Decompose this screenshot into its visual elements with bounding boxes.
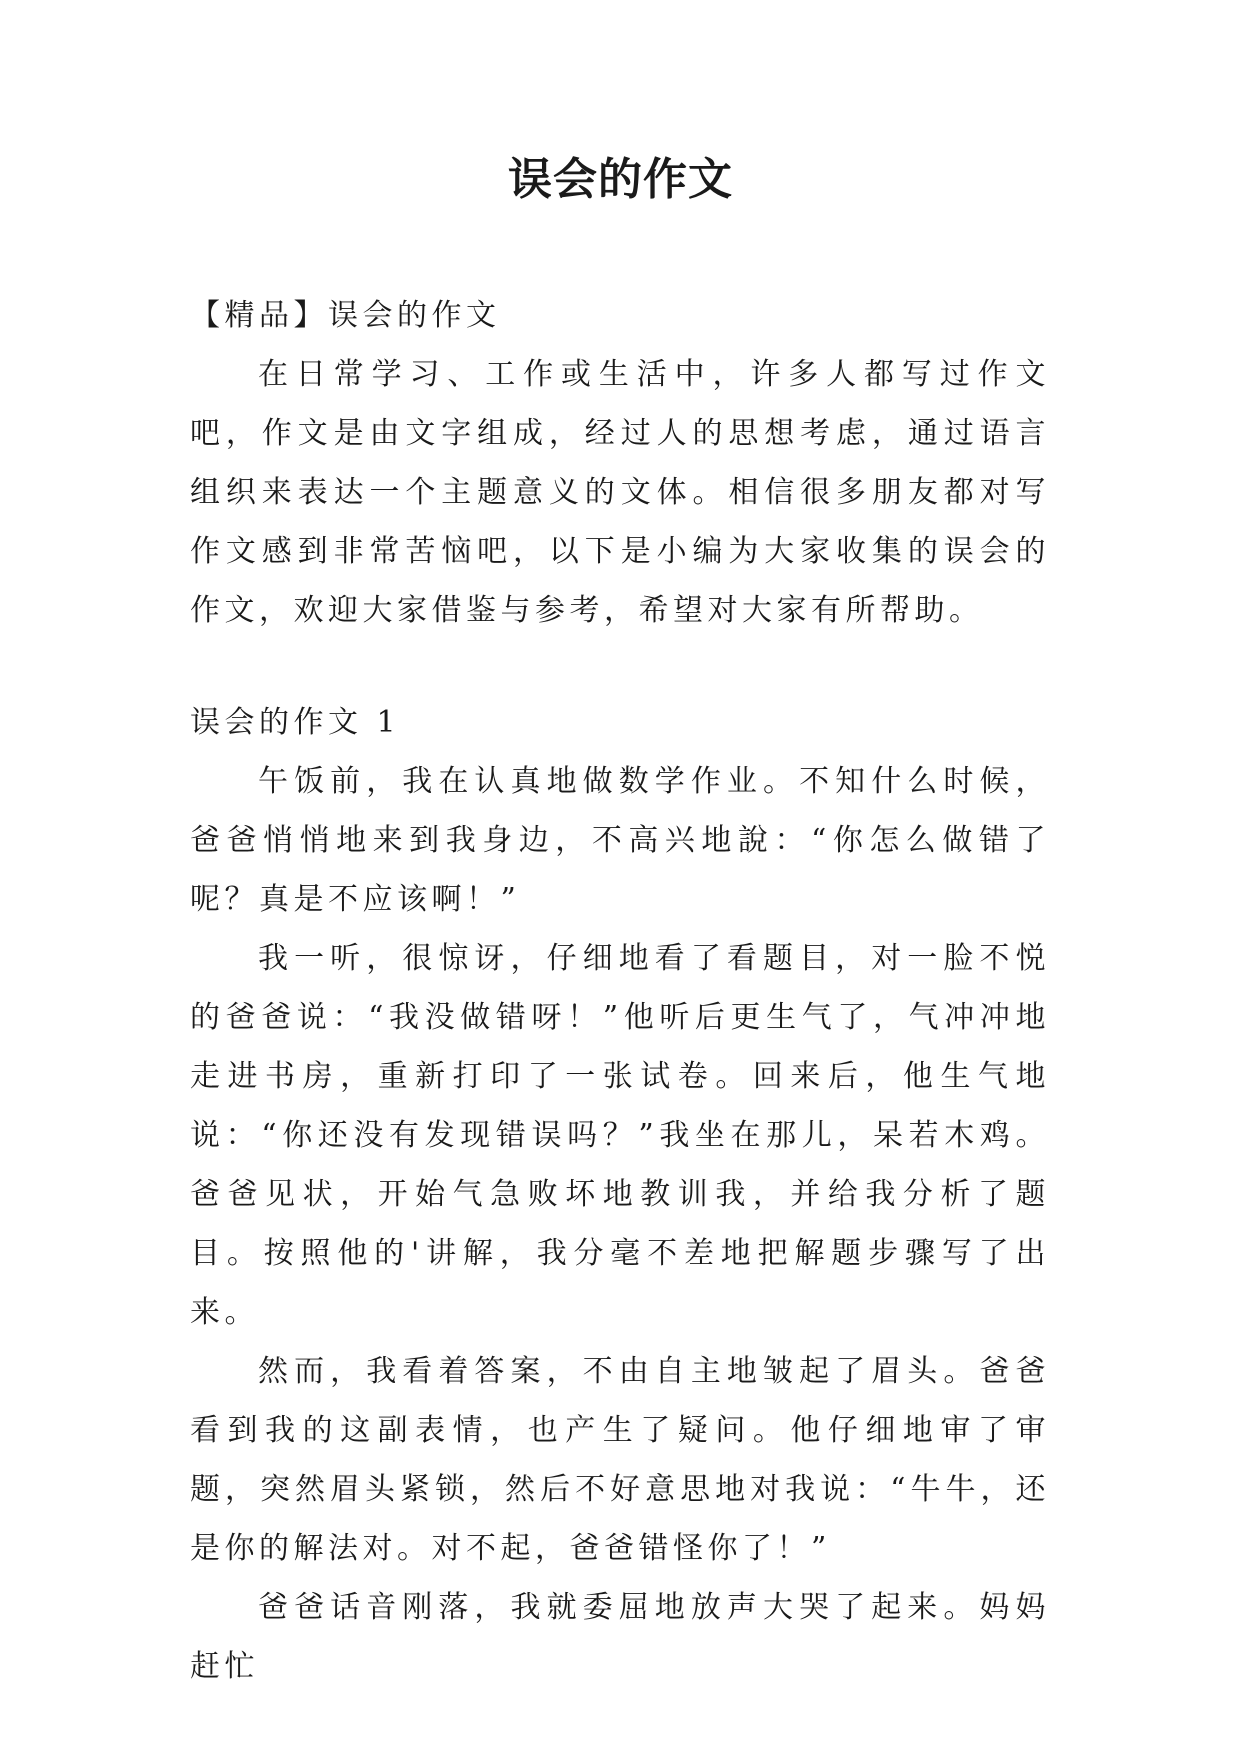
document-title: 误会的作文	[508, 154, 733, 205]
body-paragraph-2: 我一听，很惊讶，仔细地看了看题目，对一脸不悦的爸爸说：“我没做错呀！”他听后更生气了，气冲冲地走进书房，重新打印了一张试卷。回来后，他生气地说：“你还没有发现错误吗？”我坐在那儿，呆若木鸡。爸爸见状，开始气急败坏地教训我，并给我分析了题目。按照他的'讲解，我分毫不差地把解题步骤写了出来。	[190, 941, 1050, 1330]
section-heading: 误会的作文 1	[190, 705, 401, 740]
body-paragraph-1: 午饭前，我在认真地做数学作业。不知什么时候，爸爸悄悄地来到我身边，不高兴地說：“你怎么做错了呢？真是不应该啊！”	[190, 764, 1050, 917]
header-line: 【精品】误会的作文	[190, 298, 501, 333]
document-body	[190, 286, 1050, 1696]
body-paragraph-4: 爸爸话音刚落，我就委屈地放声大哭了起来。妈妈赶忙	[190, 1590, 1050, 1684]
body-paragraph-3: 然而，我看着答案，不由自主地皱起了眉头。爸爸看到我的这副表情，也产生了疑问。他仔细地审了审题，突然眉头紧锁，然后不好意思地对我说：“牛牛，还是你的解法对。对不起，爸爸错怪你了！”	[190, 1354, 1050, 1566]
section-gap	[190, 640, 1050, 693]
intro-paragraph: 在日常学习、工作或生活中，许多人都写过作文吧，作文是由文字组成，经过人的思想考虑，通过语言组织来表达一个主题意义的文体。相信很多朋友都对写作文感到非常苦恼吧，以下是小编为大家收集的误会的作文，欢迎大家借鉴与参考，希望对大家有所帮助。	[190, 357, 1050, 628]
